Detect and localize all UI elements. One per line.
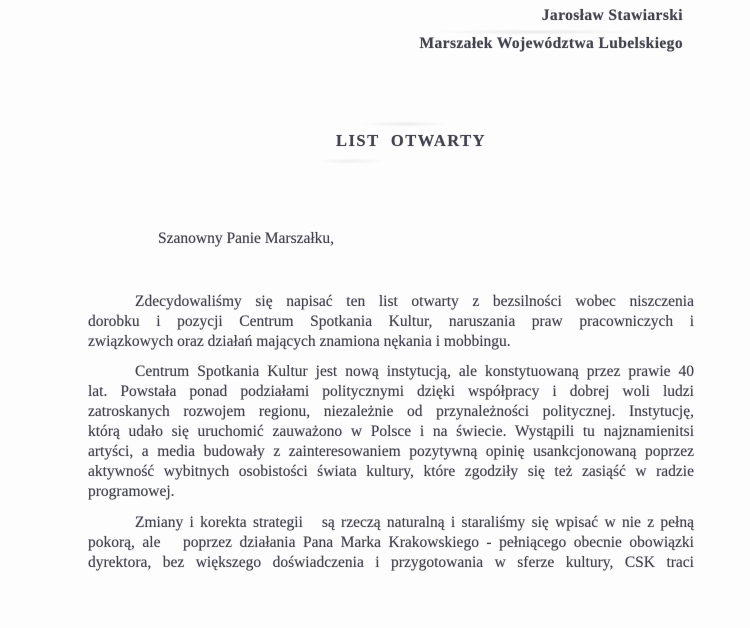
- text-line: dyrektora, bez większego doświadczenia i przygotowania w sferze kultury, CSK traci: [88, 554, 694, 571]
- paragraph-1: [88, 292, 694, 352]
- paragraph-3: [88, 513, 694, 573]
- text-line: programowej.: [88, 483, 175, 500]
- sender-title: Marszałek Województwa Lubelskiego: [419, 35, 683, 52]
- text-line: którą udało się uruchomić zauważono w Polsce i na świecie. Wystąpili tu najznamienitsi: [88, 423, 694, 440]
- text-line: lat. Powstała ponad podziałami politycznymi dzięki współpracy i dobrej woli ludzi: [88, 383, 694, 400]
- salutation: Szanowny Panie Marszałku,: [158, 230, 335, 247]
- sender-name: Jarosław Stawiarski: [541, 7, 683, 24]
- text-line: dorobku i pozycji Centrum Spotkania Kultur, naruszania praw pracowniczych i: [88, 313, 694, 330]
- text-line: zatroskanych rozwojem regionu, niezależnie od przynależności politycznej. Instytucję,: [88, 403, 694, 420]
- letter-title: LIST OTWARTY: [336, 131, 487, 150]
- text-line: Zdecydowaliśmy się napisać ten list otwarty z bezsilności wobec niszczenia: [135, 293, 694, 310]
- scan-artifact: [315, 158, 385, 164]
- text-line: Centrum Spotkania Kultur jest nową instytucją, ale konstytuowaną przez prawie 40: [135, 363, 694, 380]
- scan-artifact: [360, 121, 450, 127]
- text-line: artyści, a media budowały z zainteresowaniem pozytywną opinię usankcjonowaną poprzez: [88, 443, 694, 460]
- text-line: Zmiany i korekta strategii są rzeczą naturalną i staraliśmy się wpisać w nie z pełną: [135, 514, 694, 531]
- paragraph-2: [88, 362, 694, 502]
- text-line: aktywność wybitnych osobistości świata kultury, które zgodziły się też zasiąść w radzie: [88, 463, 694, 480]
- text-line: związkowych oraz działań mających znamiona nękania i mobbingu.: [88, 333, 511, 350]
- text-line: pokorą, ale poprzez działania Pana Marka Krakowskiego - pełniącego obecnie obowiązki: [88, 534, 694, 551]
